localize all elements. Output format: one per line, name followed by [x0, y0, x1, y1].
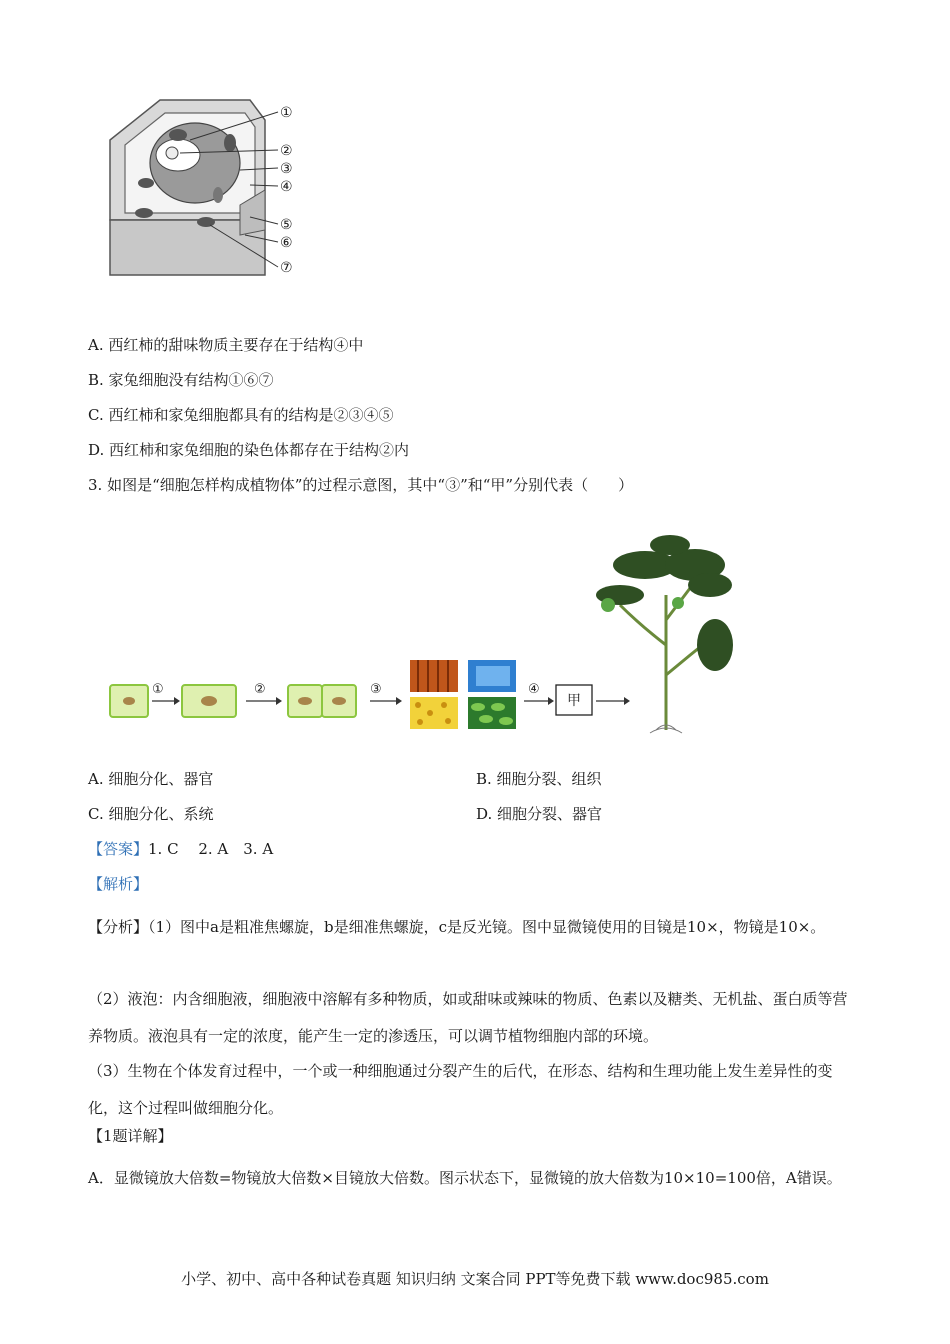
q2-option-c: C. 西红柿和家兔细胞都具有的结构是②③④⑤: [88, 406, 394, 424]
detail-title: 【1题详解】: [88, 1127, 173, 1145]
jia-box-label: 甲: [567, 693, 581, 709]
cell-label-5: ⑤: [280, 217, 293, 233]
q2-option-a: A. 西红柿的甜味物质主要存在于结构④中: [88, 336, 364, 354]
detail-a: A．显微镜放大倍数=物镜放大倍数×目镜放大倍数。图示状态下，显微镜的放大倍数为10×10=100倍，A错误。: [88, 1169, 842, 1187]
cell-label-3: ③: [280, 161, 293, 177]
step-1-label: ①: [152, 682, 164, 697]
cell-label-2: ②: [280, 143, 293, 159]
answer-line: [88, 839, 273, 859]
analysis-paragraph-1: 【分析】（1）图中a是粗准焦螺旋，b是细准焦螺旋，c是反光镜。图中显微镜使用的目镜是10×，物镜是10×。: [88, 918, 826, 936]
analysis-paragraph-2: （2）液泡：内含细胞液，细胞液中溶解有多种物质，如或甜味或辣味的物质、色素以及糖类、无机盐、蛋白质等营养物质。液泡具有一定的浓度，能产生一定的渗透压，可以调节植物细胞内部的环境。: [88, 990, 848, 1045]
q3-option-a: A. 细胞分化、器官: [88, 770, 214, 788]
cell-label-4: ④: [280, 179, 293, 195]
tomato-plant-image: [596, 535, 733, 733]
cell-to-plant-process-diagram: [100, 525, 750, 740]
cell-label-6: ⑥: [280, 235, 293, 251]
q3-option-c: C. 细胞分化、系统: [88, 805, 214, 823]
analysis-paragraph-3: （3）生物在个体发育过程中，一个或一种细胞通过分裂产生的后代，在形态、结构和生理功能上发生差异性的变化，这个过程叫做细胞分化。: [88, 1062, 833, 1117]
q3-option-b: B. 细胞分裂、组织: [476, 770, 602, 788]
cell-label-7: ⑦: [280, 260, 293, 276]
page-footer: 小学、初中、高中各种试卷真题 知识归纳 文案合同 PPT等免费下载 www.doc985.com: [181, 1270, 769, 1288]
q3-option-d: D. 细胞分裂、器官: [476, 805, 603, 823]
step-2-label: ②: [254, 682, 266, 697]
analysis-tag: 【解析】: [88, 875, 149, 893]
step-3-label: ③: [370, 682, 382, 697]
answer-tag: 【答案】: [88, 840, 149, 858]
q2-option-b: B. 家兔细胞没有结构①⑥⑦: [88, 371, 274, 389]
q3-stem: 3. 如图是“细胞怎样构成植物体”的过程示意图，其中“③”和“甲”分别代表（ ）: [88, 476, 634, 494]
plant-cell-diagram: [100, 95, 310, 285]
cell-label-1: ①: [280, 105, 293, 121]
answer-text: 1. C 2. A 3. A: [148, 840, 274, 858]
q2-option-d: D. 西红柿和家兔细胞的染色体都存在于结构②内: [88, 441, 410, 459]
step-4-label: ④: [528, 682, 540, 697]
